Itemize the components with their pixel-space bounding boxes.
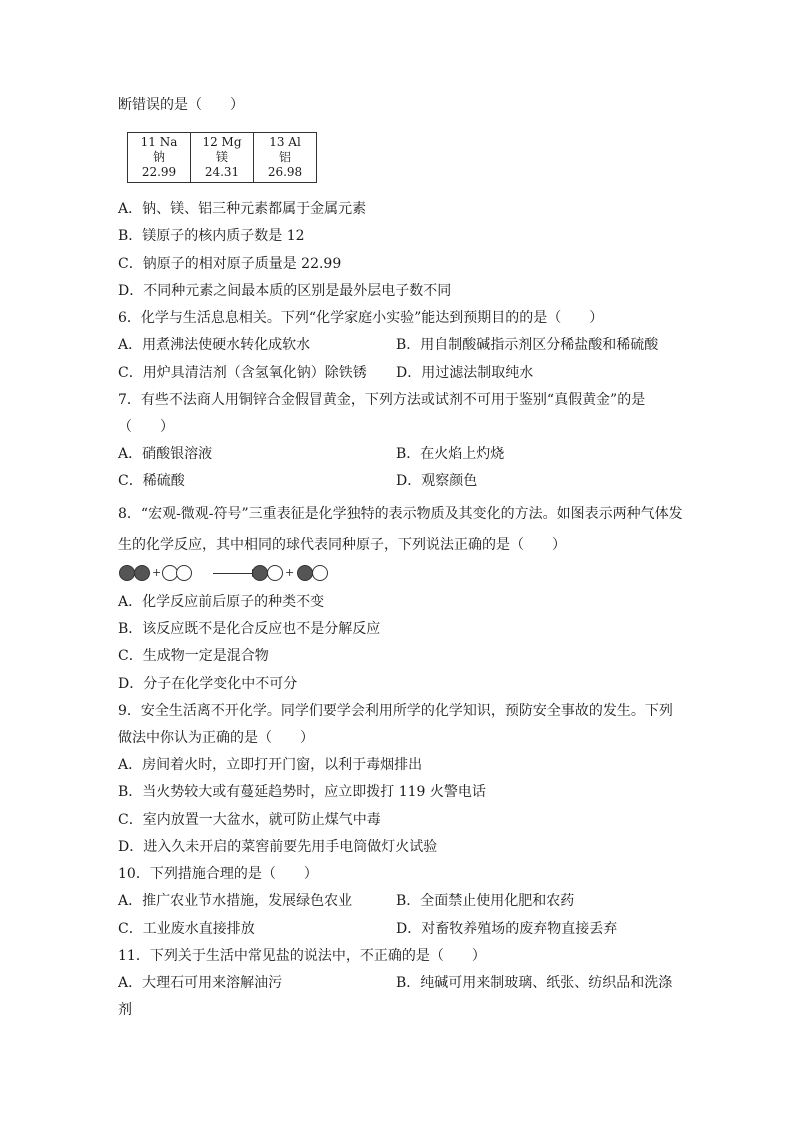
dark-atom-icon [134, 565, 150, 581]
q9-stem-line2: 做法中你认为正确的是（ ） [118, 730, 314, 746]
q5-option-d: D．不同种元素之间最本质的区别是最外层电子数不同 [118, 283, 452, 299]
q9-option-c: C．室内放置一大盆水，就可防止煤气中毒 [118, 812, 381, 828]
element-mass: 22.99 [141, 165, 177, 179]
q10-stem: 10．下列措施合理的是（ ） [118, 866, 318, 882]
element-name: 镁 [215, 150, 228, 164]
q9-option-a: A．房间着火时，立即打开门窗，以利于毒烟排出 [118, 757, 423, 773]
q6-stem: 6．化学与生活息息相关。下列“化学家庭小实验”能达到预期目的的是（ ） [118, 310, 604, 326]
q10-option-b: B．全面禁止使用化肥和农药 [396, 893, 575, 909]
q9-stem-line1: 9．安全生活离不开化学。同学们要学会利用所学的化学知识，预防安全事故的发生。下列 [118, 703, 673, 719]
element-cell-na [128, 133, 191, 183]
element-number-symbol: 11 Na [140, 135, 178, 149]
element-number-symbol: 12 Mg [202, 135, 242, 149]
q5-option-a: A．钠、镁、铝三种元素都属于金属元素 [118, 201, 367, 217]
element-number-symbol: 13 Al [269, 135, 301, 149]
q11-option-a: A．大理石可用来溶解油污 [118, 975, 283, 991]
reaction-diagram [118, 564, 358, 584]
light-atom-icon [267, 565, 283, 581]
q8-stem-line2: 生的化学反应，其中相同的球代表同种原子，下列说法正确的是（ ） [118, 537, 566, 553]
element-cell-al [254, 133, 317, 183]
q11-option-b-cont: 剂 [118, 1002, 132, 1018]
q8-option-d: D．分子在化学变化中不可分 [118, 676, 298, 692]
q7-option-d: D．观察颜色 [396, 473, 478, 489]
q11-stem: 11．下列关于生活中常见盐的说法中，不正确的是（ ） [118, 948, 486, 964]
q11-option-b: B．纯碱可用来制玻璃、纸张、纺织品和洗涤 [396, 975, 673, 991]
element-name: 铝 [278, 150, 291, 164]
q5-option-b: B．镁原子的核内质子数是 12 [118, 228, 305, 244]
dark-atom-icon [252, 565, 268, 581]
light-atom-icon [176, 565, 192, 581]
q5-stem: 断错误的是（ ） [118, 97, 244, 113]
q6-option-c: C．用炉具清洁剂（含氢氧化钠）除铁锈 [118, 365, 367, 381]
element-mass: 24.31 [204, 165, 240, 179]
q9-option-b: B．当火势较大或有蔓延趋势时，应立即拨打 119 火警电话 [118, 784, 486, 800]
element-mass: 26.98 [267, 165, 303, 179]
q8-option-a: A．化学反应前后原子的种类不变 [118, 594, 325, 610]
dark-atom-icon [297, 565, 313, 581]
q6-option-b: B．用自制酸碱指示剂区分稀盐酸和稀硫酸 [396, 337, 659, 353]
q10-option-a: A．推广农业节水措施，发展绿色农业 [118, 893, 353, 909]
q8-option-c: C．生成物一定是混合物 [118, 648, 269, 664]
q8-stem-line1: 8．“宏观-微观-符号”三重表征是化学独特的表示物质及其变化的方法。如图表示两种气体发 [118, 506, 683, 522]
q7-stem: 7．有些不法商人用铜锌合金假冒黄金，下列方法或试剂不可用于鉴别“真假黄金”的是 [118, 392, 646, 408]
q7-option-c: C．稀硫酸 [118, 473, 185, 489]
plus-sign: + [285, 566, 295, 579]
element-cell-mg [191, 133, 254, 183]
q7-option-b: B．在火焰上灼烧 [396, 446, 505, 462]
q6-option-a: A．用煮沸法使硬水转化成软水 [118, 337, 311, 353]
q9-option-d: D．进入久未开启的菜窖前要先用手电筒做灯火试验 [118, 839, 438, 855]
element-name: 钠 [152, 150, 165, 164]
element-table [127, 132, 317, 183]
q10-option-c: C．工业废水直接排放 [118, 921, 255, 937]
q8-option-b: B．该反应既不是化合反应也不是分解反应 [118, 621, 381, 637]
q5-option-c: C．钠原子的相对原子质量是 22.99 [118, 256, 342, 272]
q10-option-d: D．对畜牧养殖场的废弃物直接丢弃 [396, 921, 618, 937]
q7-option-a: A．硝酸银溶液 [118, 446, 213, 462]
q7-stem-cont: （ ） [118, 419, 174, 435]
reaction-arrow [213, 573, 255, 574]
light-atom-icon [312, 565, 328, 581]
q6-option-d: D．用过滤法制取纯水 [396, 365, 534, 381]
plus-sign: + [152, 566, 162, 579]
dark-atom-icon [119, 565, 135, 581]
